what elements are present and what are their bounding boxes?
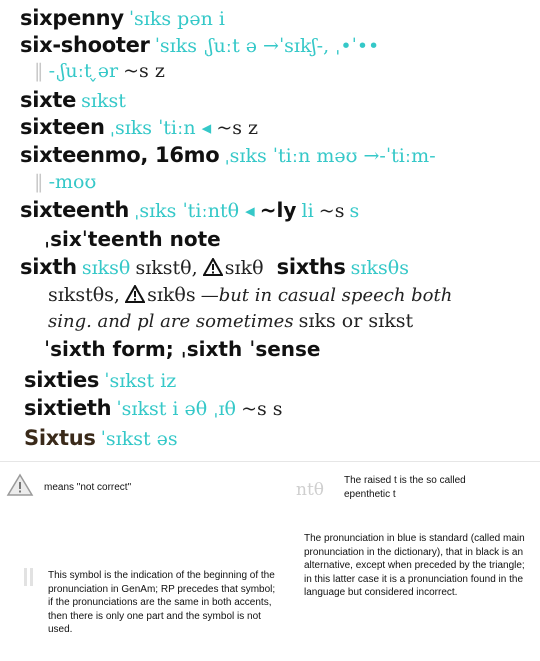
legend-blue-text: The pronunciation in blue is standard (called main pronunciation in the dictionary), that in black is an alternative, except when preceded by the triangle; in this latter case it is a pronunciation found in the language but considered incorrect. [304, 533, 525, 598]
headword: sixpenny [20, 6, 124, 30]
genam-bars-icon [22, 566, 36, 588]
inflection: ~s z [123, 60, 165, 82]
pronunciation: ˈsɪkst iz [104, 370, 177, 392]
pronunciation: ˌsɪks ˈtiːn ◂ [109, 117, 212, 139]
entry-sixte [20, 90, 126, 111]
inflection-pron: s [349, 200, 360, 222]
plural-pronunciation: sɪksθs [350, 257, 409, 279]
compound: ˌsixˈteenth note [44, 227, 221, 251]
pronunciation-wrong: sɪkθs [147, 284, 196, 306]
pronunciation-genam: -moʊ [48, 171, 97, 193]
warning-triangle-icon [125, 285, 145, 303]
entry-sixpenny [20, 8, 225, 29]
entry-six-shooter [20, 35, 379, 56]
pronunciation: ˈsɪks ˌʃuːt ə →ˈsɪkʃ-, ˌ•ˈ•• [154, 35, 380, 57]
entry-sixtus [24, 428, 178, 449]
entry-sixteenmo [20, 145, 436, 166]
pronunciation: ˈsɪks pən i [128, 8, 225, 30]
entry-sixth-compounds [44, 339, 321, 359]
legend-epenthetic-text: The raised t is the so called epenthetic t [344, 475, 466, 500]
headword: sixte [20, 88, 77, 112]
pronunciation-alt: sɪkstθs, [48, 284, 120, 306]
inflection: ~s [318, 200, 345, 222]
entry-sixties [24, 370, 176, 391]
inflection: ~s s [241, 398, 283, 420]
inflection: ~ly [259, 198, 297, 222]
genam-marker: ‖ [34, 171, 44, 193]
pronunciation-alt: sɪkstθ, [135, 257, 198, 279]
entry-sixteenth [20, 200, 359, 221]
pronunciation-casual: sɪks or sɪkst [298, 310, 414, 332]
inflection: ~s z [216, 117, 259, 139]
entry-sixth [20, 257, 409, 278]
headword: six-shooter [20, 33, 150, 57]
warning-triangle-icon [203, 258, 223, 276]
compounds: ˈsixth form; ˌsixth ˈsense [44, 337, 321, 361]
pronunciation: sɪksθ [81, 257, 131, 279]
entry-sixtieth [24, 398, 283, 419]
headword: sixties [24, 368, 100, 392]
usage-note: sing. and pl are sometimes [48, 311, 294, 332]
entry-sixth-line2 [48, 285, 452, 305]
entry-sixteenth-compound [44, 229, 221, 249]
inflection-pron: li [301, 200, 314, 222]
headword: sixtieth [24, 396, 112, 420]
entry-six-shooter-genam [34, 62, 165, 81]
pronunciation: ˌsɪks ˈtiːn məʊ →-ˈtiːm- [224, 145, 436, 167]
headword: sixth [20, 255, 77, 279]
pronunciation: ˈsɪkst əs [100, 428, 178, 450]
pronunciation-genam: -ˌʃuːt ̬ər [48, 60, 119, 82]
section-divider [0, 461, 540, 462]
pronunciation-wrong: sɪkθ [224, 257, 264, 279]
pronunciation: ˈsɪkst i əθ ˌɪθ [116, 398, 236, 420]
epenthetic-sample: ntθ [296, 480, 325, 500]
entry-sixth-line3 [48, 312, 413, 331]
entry-sixteen [20, 117, 258, 138]
pronunciation: sɪkst [81, 90, 126, 112]
pronunciation: ˌsɪks ˈtiːntθ ◂ [134, 200, 255, 222]
headword: sixteen [20, 115, 105, 139]
legend-triangle-text: means "not correct" [44, 482, 132, 493]
entry-sixteenmo-genam [34, 173, 96, 192]
headword: sixteenth [20, 198, 130, 222]
headword: sixteenmo, 16mo [20, 143, 220, 167]
headword: Sixtus [24, 426, 96, 450]
plural-headword: sixths [276, 255, 346, 279]
warning-triangle-icon [6, 473, 34, 497]
legend-bars-text: This symbol is the indication of the beginning of the pronunciation in GenAm; RP precedes that symbol; if the pronunciations are the same in both accents, then there is only one part and the symbol is not used. [48, 570, 276, 635]
genam-marker: ‖ [34, 60, 44, 82]
usage-note: —but in casual speech both [200, 285, 453, 306]
